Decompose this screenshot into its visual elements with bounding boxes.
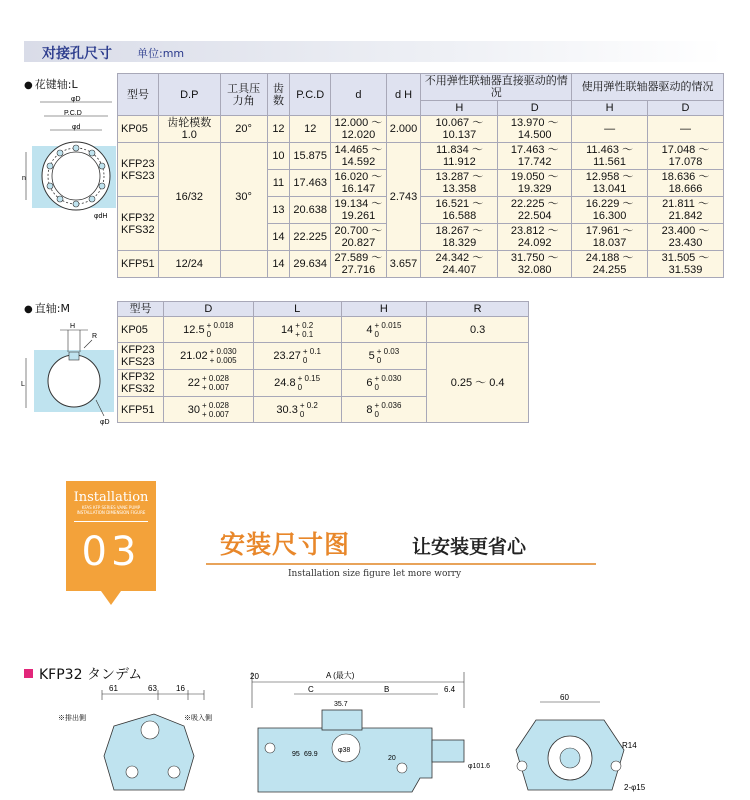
th-elastic-d: D [648,101,724,116]
badge-small-text: KFAS KFP SERIES VANE PUMP INSTALLATION DIMENSION FIGURE [76,505,146,515]
svg-text:※吸入側: ※吸入側 [184,715,212,722]
svg-text:20: 20 [388,755,396,762]
table-row: 14 22.225 20.700 ～ 20.827 18.267 ～ 18.329 23.812 ～ 24.092 17.961 ～ 18.037 23.400 ～ 23.430 [118,224,724,251]
straight-bore [48,355,100,407]
svg-text:69.9: 69.9 [304,751,318,758]
kfp-label: KFP32 タンデム [24,664,142,684]
svg-text:B: B [384,685,390,694]
th-direct-h: H [421,101,498,116]
svg-text:φ38: φ38 [338,747,351,754]
straight-l-label: L [21,381,25,388]
th-elastic: 使用弹性联轴器驱动的情况 [572,74,724,101]
spline-od-label: φD [71,96,81,103]
th-s-r: R [427,302,529,317]
th-teeth: 齿数 [267,74,290,116]
straight-label: ● 直轴:M [24,300,70,316]
spline-label: ● 花键轴:L [24,76,78,92]
pump-side-view [242,668,491,800]
svg-text:16: 16 [176,684,185,693]
section-title: 对接孔尺寸 [42,46,112,62]
table-row: KFP23 KFS23 16/32 30° 10 15.875 14.465 ～ 14.592 2.743 11.834 ～ 11.912 17.463 ～ 17.742 11.463 ～ 11.561 17.048 ～ 17.078 [118,143,724,170]
svg-text:95: 95 [292,751,300,758]
svg-text:61: 61 [109,684,118,693]
table-row: KFP32 KFS32 13 20.638 19.134 ～ 19.261 16.521 ～ 16.588 22.225 ～ 22.504 16.229 ～ 16.300 21.811 ～ 21.842 [118,197,724,224]
table-row: 11 17.463 16.020 ～ 16.147 13.287 ～ 13.358 19.050 ～ 19.329 12.958 ～ 13.041 18.636 ～ 18.666 [118,170,724,197]
badge-divider [74,521,148,522]
svg-text:20: 20 [250,672,259,681]
svg-text:※排出側: ※排出側 [58,715,86,722]
pink-square-icon [24,669,33,678]
installation-badge [66,481,156,591]
spline-n-label: n [22,175,26,182]
th-direct-d: D [498,101,572,116]
th-elastic-h: H [572,101,648,116]
table-row: KFP32 KFS32 22 + 0.028 + 0.007 24.8 + 0.15 0 6 + 0.030 0 [118,370,529,397]
table-row: KFP51 12/24 14 29.634 27.589 ～ 27.716 3.657 24.342 ～ 24.407 31.750 ～ 32.080 24.188 ～ 24.255 31.505 ～ 31.539 [118,251,724,278]
spline-dh-label: φdH [94,213,108,220]
install-subtitle: 让安装更省心 [412,536,527,558]
svg-text:R14: R14 [622,741,637,750]
th-dh: d H [386,74,421,116]
pump-flange-view [500,690,660,800]
spline-d-label: φd [72,124,81,131]
svg-text:35.7: 35.7 [334,701,348,708]
th-s-h: H [341,302,427,317]
th-pcd: P.C.D [290,74,331,116]
svg-text:6.4: 6.4 [444,685,456,694]
section-header [24,41,724,62]
svg-text:60: 60 [560,693,569,702]
spline-drawing [24,92,116,232]
spline-pcd-label: P.C.D [64,110,82,117]
straight-r-label: R [92,333,98,340]
th-s-model: 型号 [118,302,164,317]
straight-d-label: φD [100,419,110,426]
th-model: 型号 [118,74,159,116]
svg-text:C: C [308,685,314,694]
svg-text:A (最大): A (最大) [326,671,355,680]
pump-end-view [54,686,244,800]
badge-title: Installation [73,490,149,505]
th-direct: 不用弹性联轴器直接驱动的情况 [421,74,572,101]
th-d: d [331,74,386,116]
straight-h-label: H [70,323,76,330]
install-title: 安装尺寸图 [220,530,351,559]
section-unit: 单位:mm [137,47,185,60]
th-s-l: L [253,302,341,317]
svg-text:φ101.6: φ101.6 [468,763,491,770]
table-row: KP05 12.5 + 0.018 0 14 + 0.2 + 0.1 4 + 0.015 0 0.3 [118,317,529,343]
straight-drawing [21,318,116,428]
install-english: Installation size figure let more worry [288,569,462,579]
table-row: KP05 齿轮模数1.0 20° 12 12 12.000 ～ 12.020 2.000 10.067 ～ 10.137 13.970 ～ 14.500 — — [118,116,724,143]
straight-table [117,301,529,423]
spline-table [117,73,724,278]
svg-text:2-φ15: 2-φ15 [624,783,646,792]
table-row: KFP51 30 + 0.028 + 0.007 30.3 + 0.2 0 8 + 0.036 0 [118,397,529,423]
svg-text:63: 63 [148,684,157,693]
th-dp: D.P [159,74,221,116]
install-underline [206,563,596,565]
badge-number: 03 [81,529,141,575]
th-s-d: D [163,302,253,317]
table-row: KFP23 KFS23 21.02 + 0.030 + 0.005 23.27 + 0.1 0 5 + 0.03 0 0.25 ～ 0.4 [118,343,529,370]
th-angle: 工具压力角 [220,74,267,116]
